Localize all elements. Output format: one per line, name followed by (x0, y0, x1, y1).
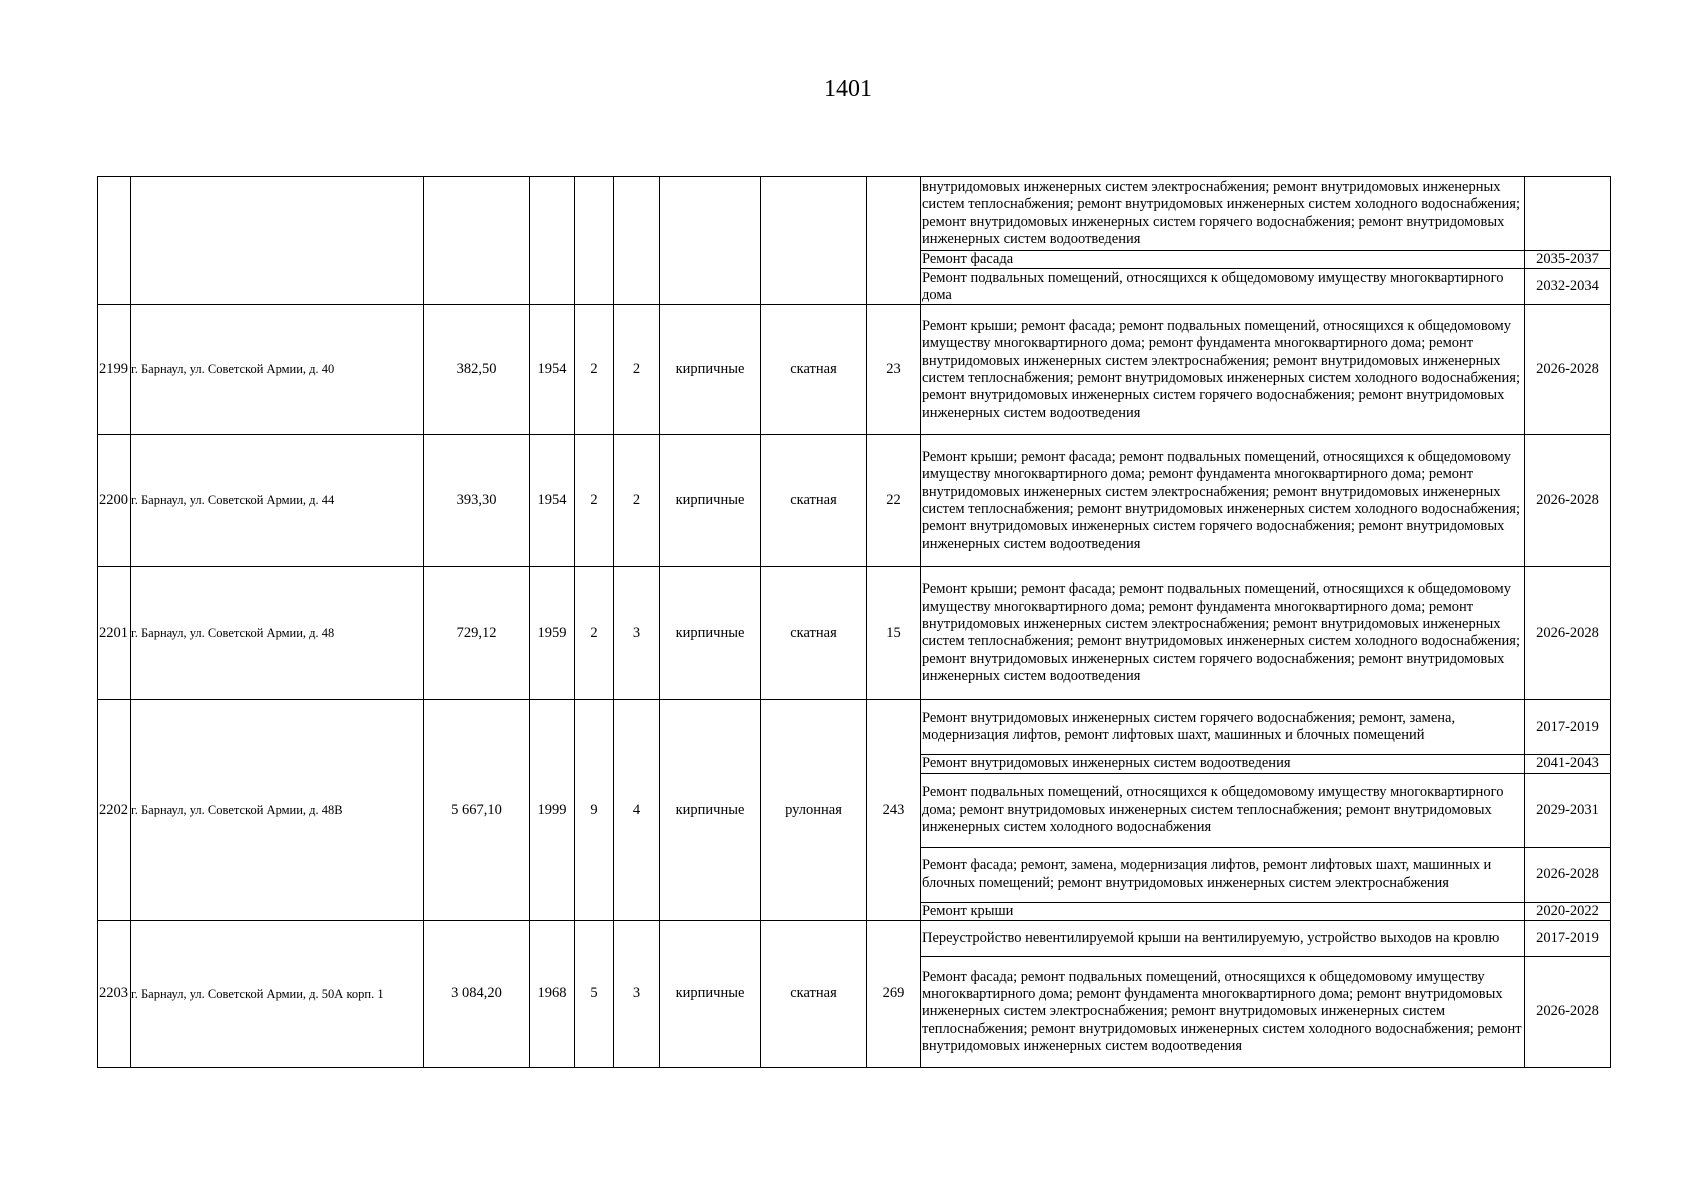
years-cell: 2035-2037 (1525, 251, 1611, 269)
table-row (98, 305, 1611, 435)
roof-cell: скатная (761, 435, 867, 567)
capital-repair-table (97, 176, 1611, 1068)
address-cell: г. Барнаул, ул. Советской Армии, д. 50А корп. 1 (131, 921, 424, 1068)
table-row (98, 435, 1611, 567)
years-cell: 2041-2043 (1525, 755, 1611, 773)
years-cell: 2026-2028 (1525, 957, 1611, 1068)
years-cell: 2017-2019 (1525, 700, 1611, 755)
entrances-cell: 3 (614, 567, 660, 700)
residents-cell: 243 (867, 700, 921, 921)
address-cell: г. Барнаул, ул. Советской Армии, д. 48 (131, 567, 424, 700)
walls-cell: кирпичные (660, 435, 761, 567)
area-cell: 382,50 (424, 305, 530, 435)
year-built-cell: 1999 (530, 700, 575, 921)
years-cell: 2032-2034 (1525, 269, 1611, 305)
walls-cell: кирпичные (660, 305, 761, 435)
entrances-cell: 2 (614, 435, 660, 567)
works-cell: Ремонт фасада; ремонт, замена, модернизация лифтов, ремонт лифтовых шахт, машинных и блочных помещений; ремонт внутридомовых инженерных систем электроснабжения (921, 847, 1525, 902)
page-number: 1401 (824, 76, 872, 102)
floors-cell: 9 (575, 700, 614, 921)
works-cell: Переустройство невентилируемой крыши на вентилируемую, устройство выходов на кровлю (921, 921, 1525, 957)
address-cell: г. Барнаул, ул. Советской Армии, д. 44 (131, 435, 424, 567)
year-built-cell: 1959 (530, 567, 575, 700)
row-number: 2199 (98, 305, 131, 435)
table-row (98, 921, 1611, 957)
entrances-cell: 4 (614, 700, 660, 921)
works-cell: Ремонт внутридомовых инженерных систем водоотведения (921, 755, 1525, 773)
years-cell: 2026-2028 (1525, 435, 1611, 567)
area-cell: 729,12 (424, 567, 530, 700)
address-cell: г. Барнаул, ул. Советской Армии, д. 48В (131, 700, 424, 921)
works-cell: Ремонт крыши; ремонт фасада; ремонт подвальных помещений, относящихся к общедомовому имуществу многоквартирного дома; ремонт фундамента многоквартирного дома; ремонт внутридомовых инженерных систем электроснабжения; ремонт внутридомовых инженерных систем теплоснабжения; ремонт внутридомовых инженерных систем холодного водоснабжения; ремонт внутридомовых инженерных систем горячего водоснабжения; ремонт внутридомовых инженерных систем водоотведения (921, 567, 1525, 700)
residents-cell: 269 (867, 921, 921, 1068)
floors-cell: 2 (575, 305, 614, 435)
walls-cell: кирпичные (660, 567, 761, 700)
years-cell: 2026-2028 (1525, 567, 1611, 700)
works-cell: Ремонт фасада; ремонт подвальных помещений, относящихся к общедомовому имуществу многоквартирного дома; ремонт фундамента многоквартирного дома; ремонт внутридомовых инженерных систем электроснабжения; ремонт внутридомовых инженерных систем теплоснабжения; ремонт внутридомовых инженерных систем холодного водоснабжения; ремонт внутридомовых инженерных систем водоотведения (921, 957, 1525, 1068)
works-cell: Ремонт крыши; ремонт фасада; ремонт подвальных помещений, относящихся к общедомовому имуществу многоквартирного дома; ремонт фундамента многоквартирного дома; ремонт внутридомовых инженерных систем электроснабжения; ремонт внутридомовых инженерных систем теплоснабжения; ремонт внутридомовых инженерных систем холодного водоснабжения; ремонт внутридомовых инженерных систем горячего водоснабжения; ремонт внутридомовых инженерных систем водоотведения (921, 435, 1525, 567)
row-number: 2202 (98, 700, 131, 921)
years-cell: 2026-2028 (1525, 305, 1611, 435)
area-cell: 3 084,20 (424, 921, 530, 1068)
floors-cell: 2 (575, 567, 614, 700)
years-cell (1525, 177, 1611, 251)
residents-cell: 23 (867, 305, 921, 435)
row-number: 2200 (98, 435, 131, 567)
row-number: 2201 (98, 567, 131, 700)
years-cell: 2020-2022 (1525, 902, 1611, 920)
walls-cell: кирпичные (660, 921, 761, 1068)
years-cell: 2026-2028 (1525, 847, 1611, 902)
residents-cell: 15 (867, 567, 921, 700)
years-cell: 2017-2019 (1525, 921, 1611, 957)
works-cell: внутридомовых инженерных систем электроснабжения; ремонт внутридомовых инженерных систем теплоснабжения; ремонт внутридомовых инженерных систем холодного водоснабжения; ремонт внутридомовых инженерных систем горячего водоснабжения; ремонт внутридомовых инженерных систем водоотведения (921, 177, 1525, 251)
roof-cell: рулонная (761, 700, 867, 921)
year-built-cell: 1968 (530, 921, 575, 1068)
table-row (98, 700, 1611, 755)
floors-cell: 2 (575, 435, 614, 567)
works-cell: Ремонт крыши (921, 902, 1525, 920)
roof-cell: скатная (761, 305, 867, 435)
residents-cell: 22 (867, 435, 921, 567)
entrances-cell: 3 (614, 921, 660, 1068)
floors-cell: 5 (575, 921, 614, 1068)
roof-cell: скатная (761, 567, 867, 700)
year-built-cell: 1954 (530, 435, 575, 567)
area-cell: 5 667,10 (424, 700, 530, 921)
years-cell: 2029-2031 (1525, 773, 1611, 847)
works-cell: Ремонт фасада (921, 251, 1525, 269)
year-built-cell: 1954 (530, 305, 575, 435)
entrances-cell: 2 (614, 305, 660, 435)
works-cell: Ремонт крыши; ремонт фасада; ремонт подвальных помещений, относящихся к общедомовому имуществу многоквартирного дома; ремонт фундамента многоквартирного дома; ремонт внутридомовых инженерных систем электроснабжения; ремонт внутридомовых инженерных систем теплоснабжения; ремонт внутридомовых инженерных систем холодного водоснабжения; ремонт внутридомовых инженерных систем горячего водоснабжения; ремонт внутридомовых инженерных систем водоотведения (921, 305, 1525, 435)
table-row (98, 567, 1611, 700)
works-cell: Ремонт подвальных помещений, относящихся к общедомовому имуществу многоквартирного дома (921, 269, 1525, 305)
address-cell: г. Барнаул, ул. Советской Армии, д. 40 (131, 305, 424, 435)
table-row (98, 177, 1611, 251)
walls-cell: кирпичные (660, 700, 761, 921)
area-cell: 393,30 (424, 435, 530, 567)
works-cell: Ремонт подвальных помещений, относящихся к общедомовому имуществу многоквартирного дома; ремонт внутридомовых инженерных систем теплоснабжения; ремонт внутридомовых инженерных систем холодного водоснабжения (921, 773, 1525, 847)
roof-cell: скатная (761, 921, 867, 1068)
row-number: 2203 (98, 921, 131, 1068)
works-cell: Ремонт внутридомовых инженерных систем горячего водоснабжения; ремонт, замена, модернизация лифтов, ремонт лифтовых шахт, машинных и блочных помещений (921, 700, 1525, 755)
